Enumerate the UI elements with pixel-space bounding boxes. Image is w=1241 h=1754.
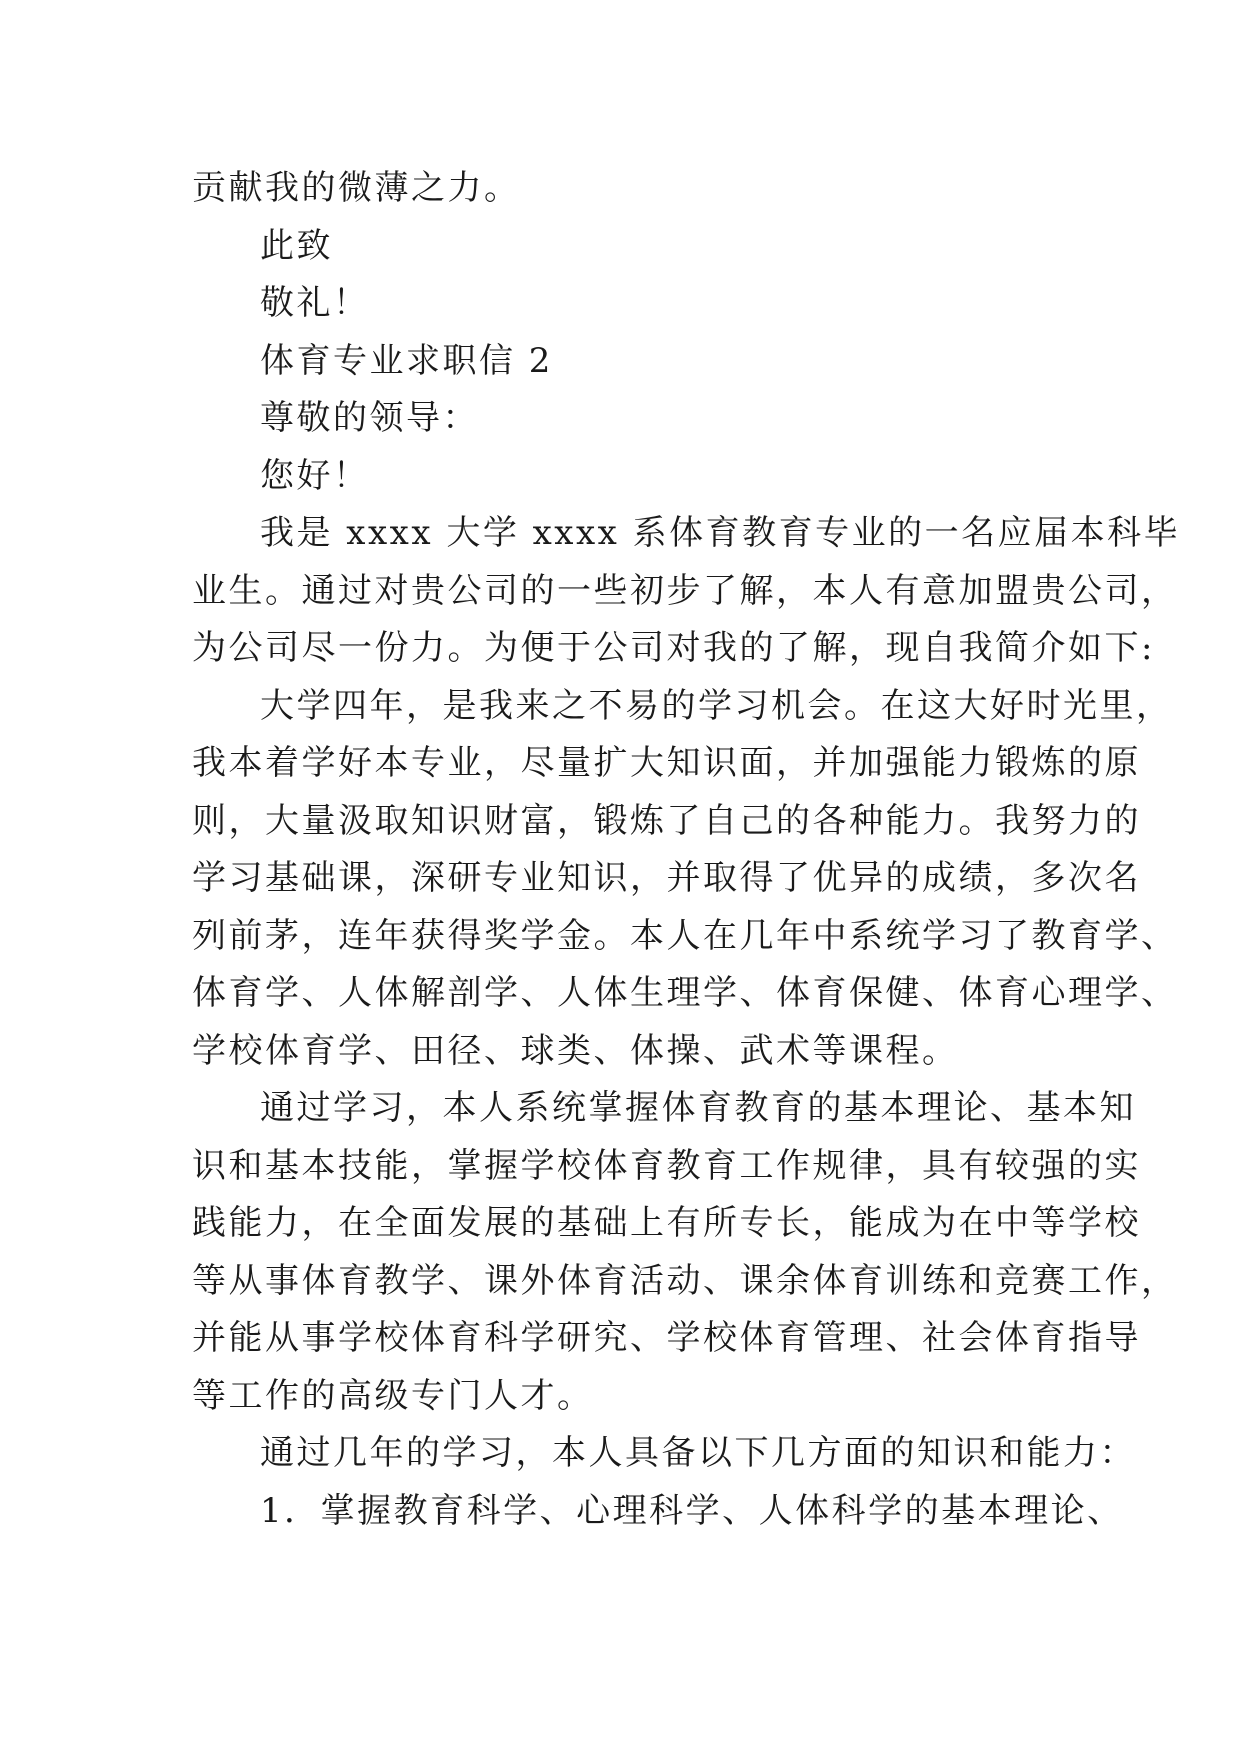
greeting-addressee: 尊敬的领导： <box>260 398 479 438</box>
text-line: 通过几年的学习，本人具备以下几方面的知识和能力： <box>260 1433 1136 1473</box>
text-line: 等从事体育教学、课外体育活动、课余体育训练和竞赛工作， <box>192 1260 1178 1301</box>
text-line: 等工作的高级专门人才。 <box>192 1375 594 1416</box>
text-line: 识和基本技能，掌握学校体育教育工作规律，具有较强的实 <box>192 1145 1141 1186</box>
list-item: 1．掌握教育科学、心理科学、人体科学的基本理论、 <box>260 1490 1124 1531</box>
text-line: 学校体育学、田径、球类、体操、武术等课程。 <box>192 1030 959 1071</box>
text-line: 通过学习，本人系统掌握体育教育的基本理论、基本知 <box>260 1088 1136 1128</box>
text-line: 并能从事学校体育科学研究、学校体育管理、社会体育指导 <box>192 1318 1141 1358</box>
text-line: 则，大量汲取知识财富，锻炼了自己的各种能力。我努力的 <box>192 800 1141 841</box>
section-heading: 体育专业求职信 2 <box>260 340 553 381</box>
text-line: 学习基础课，深研专业知识，并取得了优异的成绩，多次名 <box>192 858 1141 898</box>
greeting: 您好！ <box>260 455 370 496</box>
text-line: 践能力，在全面发展的基础上有所专长，能成为在中等学校 <box>192 1203 1141 1243</box>
letter-body <box>192 160 1181 1540</box>
text-line: 列前茅，连年获得奖学金。本人在几年中系统学习了教育学、 <box>192 915 1178 956</box>
text-line: 体育学、人体解剖学、人体生理学、体育保健、体育心理学、 <box>192 973 1178 1013</box>
text-line: 贡献我的微薄之力。 <box>192 168 521 208</box>
closing-salutation: 此致 <box>260 225 333 266</box>
closing-regards: 敬礼！ <box>260 283 370 323</box>
text-line: 业生。通过对贵公司的一些初步了解，本人有意加盟贵公司， <box>192 570 1178 611</box>
text-line: 我是 xxxx 大学 xxxx 系体育教育专业的一名应届本科毕 <box>260 513 1181 553</box>
text-line: 我本着学好本专业，尽量扩大知识面，并加强能力锻炼的原 <box>192 743 1141 783</box>
text-line: 为公司尽一份力。为便于公司对我的了解，现自我简介如下: <box>192 628 1155 668</box>
text-line: 大学四年，是我来之不易的学习机会。在这大好时光里， <box>260 685 1173 726</box>
